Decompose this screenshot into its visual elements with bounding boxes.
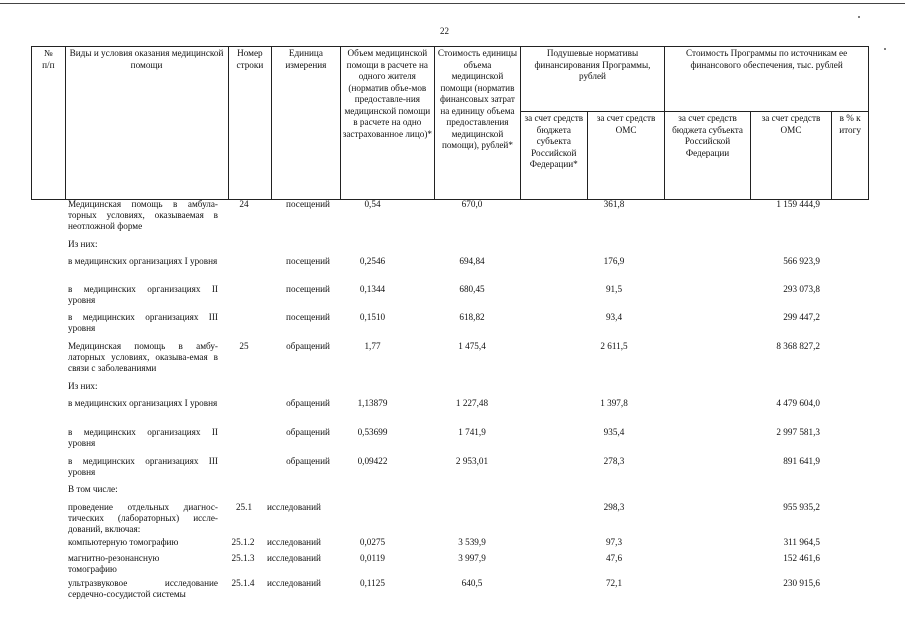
- table-row: [0, 427, 905, 448]
- row-cost: 1 741,9: [458, 427, 486, 437]
- row-unit: посещений: [286, 256, 330, 266]
- row-line: 25.1: [235, 502, 253, 512]
- row-pc-oms: 935,4: [603, 427, 625, 437]
- header-per-capita-oms: за счет средств ОМС: [587, 112, 664, 200]
- row-unit: посещений: [286, 199, 330, 209]
- row-name: Медицинская помощь в амбу-латорных условиях, оказыва-емая в связи с заболеваниями: [68, 341, 218, 373]
- row-volume: 0,1344: [359, 284, 386, 294]
- table-row: [0, 239, 905, 249]
- row-unit: исследований: [267, 578, 321, 588]
- table-row: [0, 381, 905, 391]
- header-cost: Стоимость единицы объема медицинской помощи (норматив финансовых затрат на единицу объема предоставления медицинской помощи), рублей*: [435, 47, 521, 200]
- row-pc-oms: 97,3: [605, 537, 623, 547]
- row-pc-oms: 2 611,5: [600, 341, 628, 351]
- row-cost: 2 953,01: [455, 456, 489, 466]
- row-name: в медицинских организациях III уровня: [68, 456, 218, 477]
- row-cost: 1 227,48: [455, 398, 489, 408]
- table-row: [0, 578, 905, 599]
- row-cost: 3 539,9: [458, 537, 486, 547]
- row-cost: 1 475,4: [458, 341, 486, 351]
- header-num: № п/п: [32, 47, 66, 200]
- row-subheading: Из них:: [68, 381, 98, 391]
- row-cost: 3 997,9: [458, 553, 486, 563]
- row-volume: 0,1510: [359, 312, 386, 322]
- header-program-oms: за счет средств ОМС: [750, 112, 831, 200]
- row-volume: 0,53699: [357, 427, 388, 437]
- row-unit: исследований: [267, 537, 321, 547]
- row-pc-oms: 298,3: [603, 502, 625, 512]
- row-name: магнитно-резонансную томографию: [68, 553, 160, 574]
- table-row: [0, 553, 905, 574]
- row-pc-oms: 361,8: [603, 199, 625, 209]
- row-volume: 1,77: [364, 341, 381, 351]
- row-prog-oms: 8 368 827,2: [776, 341, 820, 351]
- row-prog-oms: 152 461,6: [783, 553, 820, 563]
- header-per-capita: Подушевые нормативы финансирования Программы, рублей: [520, 47, 665, 112]
- scan-speck: [884, 48, 886, 50]
- table-row: [0, 502, 905, 534]
- row-line: 24: [239, 199, 249, 209]
- row-name: проведение отдельных диагнос-тических (лабораторных) иссле-дований, включая:: [68, 502, 218, 534]
- row-cost: 694,84: [459, 256, 485, 266]
- header-per-capita-budget: за счет средств бюджета субъекта Российской Федерации*: [520, 112, 587, 200]
- header-unit: Единица измерения: [272, 47, 340, 200]
- scan-speck: [858, 16, 860, 18]
- row-line: 25.1.3: [231, 553, 255, 563]
- row-prog-oms: 2 997 581,3: [776, 427, 820, 437]
- row-prog-oms: 4 479 604,0: [776, 398, 820, 408]
- table-row: [0, 537, 905, 547]
- row-volume: 1,13879: [357, 398, 388, 408]
- row-prog-oms: 311 964,5: [783, 537, 820, 547]
- row-volume: 0,2546: [359, 256, 386, 266]
- row-pc-oms: 93,4: [605, 312, 623, 322]
- row-cost: 670,0: [461, 199, 483, 209]
- table-row: [0, 256, 905, 266]
- row-unit: исследований: [267, 553, 321, 563]
- row-line: 25: [239, 341, 249, 351]
- row-volume: 0,09422: [357, 456, 388, 466]
- row-cost: 640,5: [461, 578, 483, 588]
- row-name: в медицинских организациях II уровня: [68, 284, 218, 305]
- row-name: в медицинских организациях I уровня: [68, 398, 218, 408]
- row-unit: обращений: [286, 427, 330, 437]
- row-volume: 0,54: [364, 199, 381, 209]
- table-row: [0, 484, 905, 494]
- header-program-pct: в % к итогу: [832, 112, 869, 200]
- header-volume: Объем медицинской помощи в расчете на одного жителя (норматив объе-мов предоставле-ния медицинской помощи в расчете на одно застрахованное лицо)*: [340, 47, 435, 200]
- row-pc-oms: 278,3: [603, 456, 625, 466]
- row-name: ультразвуковое исследование сердечно-сосудистой системы: [68, 578, 218, 599]
- row-prog-oms: 230 915,6: [783, 578, 820, 588]
- row-prog-oms: 891 641,9: [783, 456, 820, 466]
- header-line-no: Номер строки: [228, 47, 272, 200]
- row-prog-oms: 566 923,9: [783, 256, 820, 266]
- row-prog-oms: 1 159 444,9: [776, 199, 820, 209]
- row-unit: исследований: [267, 502, 321, 512]
- row-unit: посещений: [286, 312, 330, 322]
- row-pc-oms: 1 397,8: [600, 398, 628, 408]
- row-line: 25.1.4: [231, 578, 255, 588]
- table-row: [0, 199, 905, 231]
- row-unit: посещений: [286, 284, 330, 294]
- row-name: в медицинских организациях II уровня: [68, 427, 218, 448]
- row-line: 25.1.2: [231, 537, 255, 547]
- row-prog-oms: 293 073,8: [783, 284, 820, 294]
- header-program-cost: Стоимость Программы по источникам ее финансового обеспечения, тыс. рублей: [665, 47, 869, 112]
- row-volume: 0,0275: [359, 537, 386, 547]
- row-pc-oms: 176,9: [603, 256, 625, 266]
- row-subheading: В том числе:: [68, 484, 118, 494]
- row-name: в медицинских организациях I уровня: [68, 256, 218, 266]
- table-row: [0, 312, 905, 333]
- row-pc-oms: 91,5: [605, 284, 623, 294]
- row-cost: 618,82: [459, 312, 485, 322]
- row-subheading: Из них:: [68, 239, 98, 249]
- row-pc-oms: 72,1: [605, 578, 623, 588]
- row-prog-oms: 955 935,2: [783, 502, 820, 512]
- row-name: компьютерную томографию: [68, 537, 179, 547]
- header-table: [31, 46, 869, 200]
- row-cost: 680,45: [459, 284, 485, 294]
- row-unit: обращений: [286, 341, 330, 351]
- row-name: Медицинская помощь в амбула-торных условиях, оказываемая в неотложной форме: [68, 199, 218, 231]
- row-unit: обращений: [286, 398, 330, 408]
- page-number: 22: [440, 26, 449, 36]
- header-kinds: Виды и условия оказания медицинской помощи: [65, 47, 228, 200]
- row-name: в медицинских организациях III уровня: [68, 312, 218, 333]
- header-program-budget: за счет средств бюджета субъекта Российской Федерации: [665, 112, 751, 200]
- row-volume: 0,0119: [360, 553, 385, 563]
- top-rule: [0, 3, 905, 4]
- row-pc-oms: 47,6: [605, 553, 623, 563]
- row-volume: 0,1125: [360, 578, 385, 588]
- table-row: [0, 284, 905, 305]
- row-unit: обращений: [286, 456, 330, 466]
- table-row: [0, 456, 905, 477]
- table-row: [0, 341, 905, 373]
- table-row: [0, 398, 905, 408]
- row-prog-oms: 299 447,2: [783, 312, 820, 322]
